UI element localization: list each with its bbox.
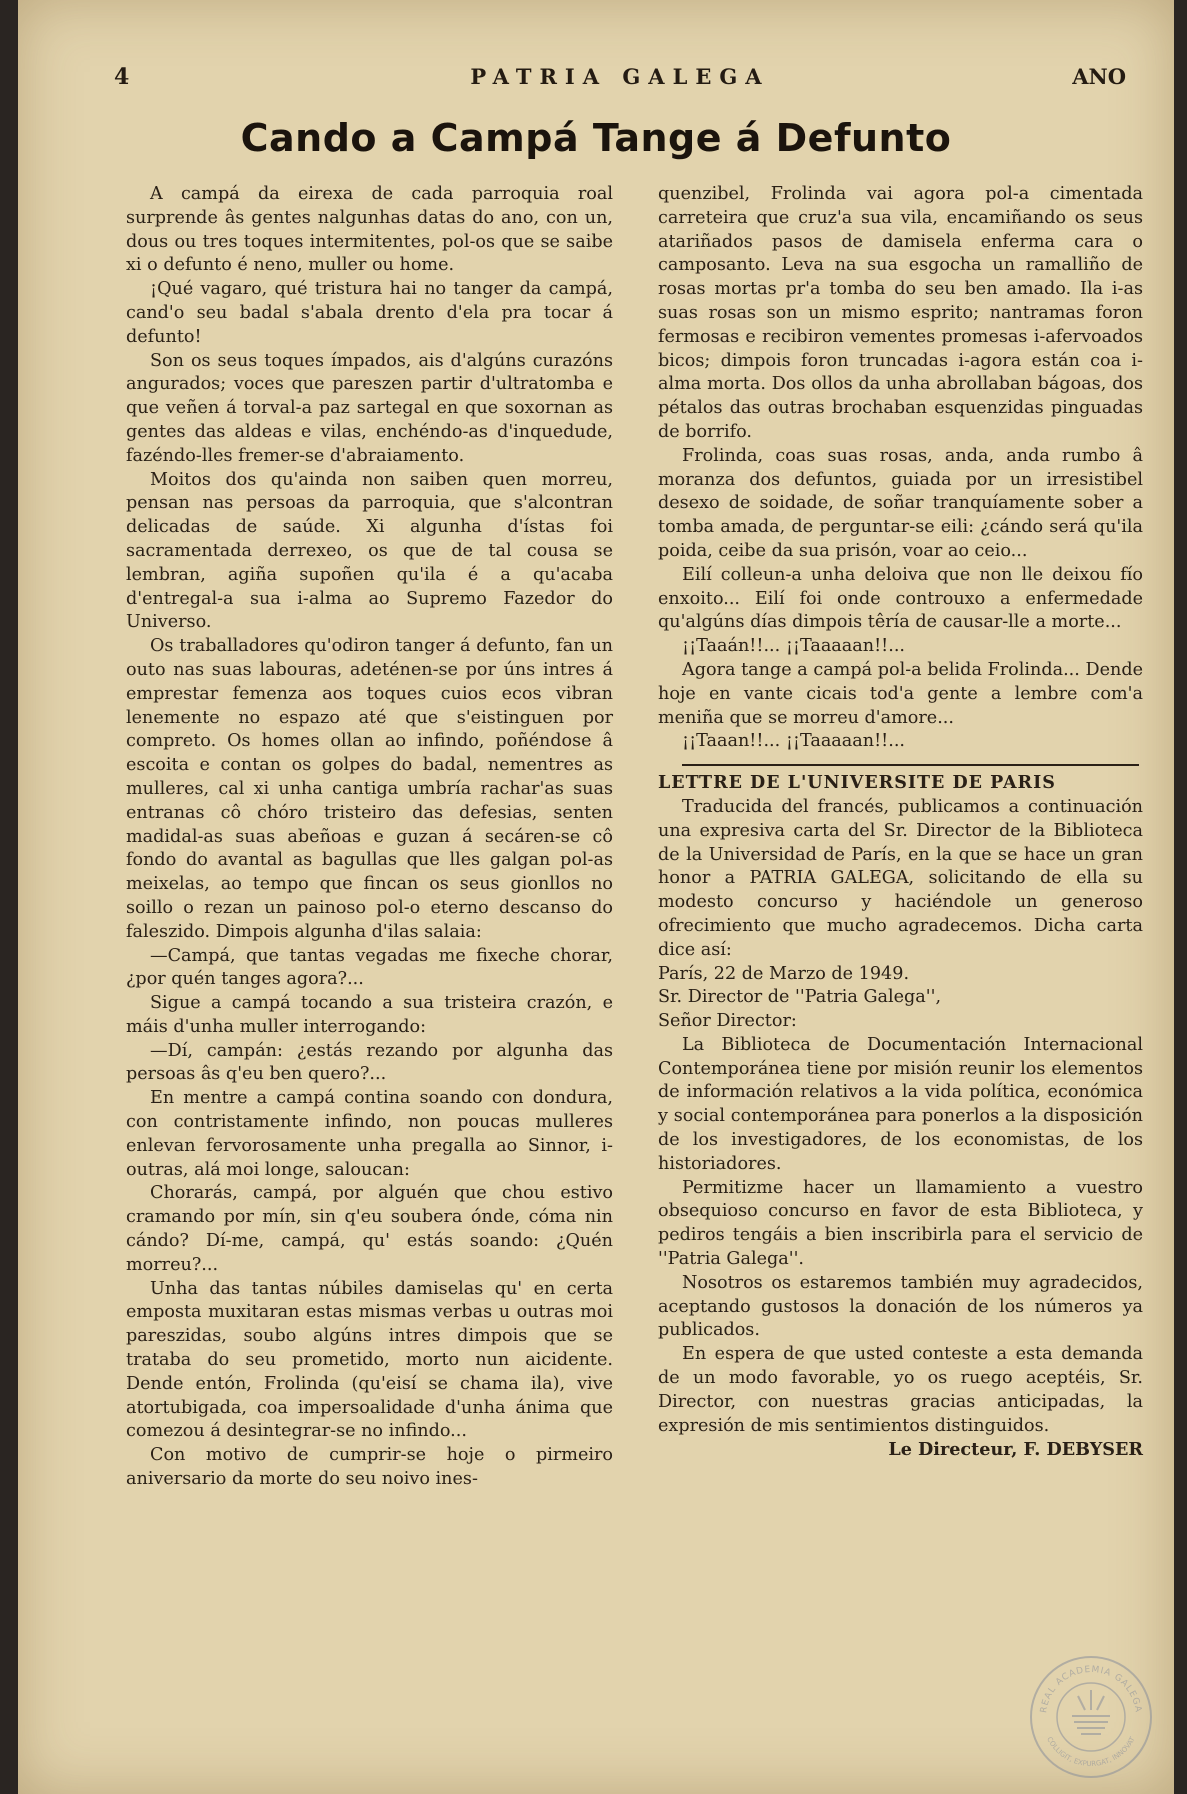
seal-top-text: REAL ACADEMIA GALEGA [1039, 1664, 1143, 1714]
paragraph: Chorarás, campá, por alguén que chou estivo cramando por mín, sin q'eu soubera ónde, cóma nin cándo? Dí-me, campá, qu' estás soando: ¿Quén morreu?... [126, 1183, 613, 1275]
paragraph: quenzibel, Frolinda vai agora pol-a cimentada carreteira que cruz'a sua vila, encamiñando os seus atariñados pasos de damisela enferma cara o camposanto. Leva na sua esgocha un ramalliño de rosas mortas pr'a tomba do seu ben amado. Ila i-as suas rosas son un mismo esprito; nantramas foron fermosas e recibiron vementes promesas i-afervoados bicos; dimpois foron truncadas i-agora están coa i-alma morta. Dos ollos da unha abrollaban bágoas, dos pétalos das outras brochaban esquenzidas pinguadas de borrifo. [658, 184, 1143, 442]
paragraph: Son os seus toques ímpados, ais d'algúns curazóns angurados; voces que pareszen partir d'ultratomba e que veñen á torval-a paz sartegal en que soxornan as gentes das aldeas e vilas, enchéndo-as d'inquedude, fazéndo-lles fremer-se d'abraiamento. [126, 350, 613, 466]
letter-paragraph: La Biblioteca de Documentación Internacional Contemporánea tiene por misión reunir los elementos de información relativos a la vida política, económica y social contemporánea para ponerlos a la disposición de los investigadores, de los economistas, de los historiadores. [658, 1034, 1143, 1174]
section-divider [682, 764, 1139, 766]
paragraph: Agora tange a campá pol-a belida Frolinda... Dende hoje en vante cicais tod'a gente a lembre com'a meniña que se morreu d'amore... [658, 659, 1143, 728]
paragraph: ¡¡Taaan!!... ¡¡Taaaaan!!... [682, 731, 906, 752]
letter-intro: Traducida del francés, publicamos a continuación una expresiva carta del Sr. Director de la Biblioteca de la Universidad de París, en la que se hace un gran honor a PATRIA GALEGA, solicitando de ella su modesto concurso y haciéndole un generoso ofrecimiento que mucho agradecemos. Dicha carta dice así: [658, 796, 1143, 960]
paragraph: Con motivo de cumprir-se hoje o pirmeiro aniversario da morte do seu noivo ines- [126, 1445, 613, 1490]
letter-addressee: Sr. Director de ''Patria Galega'', [658, 987, 942, 1008]
right-column [658, 183, 1143, 1462]
paragraph: Eilí colleun-a unha deloiva que non lle deixou fío enxoito... Eilí foi onde controuxo a enfermedade qu'algúns días dimpois têría de causar-lle a morte... [658, 564, 1143, 633]
paragraph: Os traballadores qu'odiron tanger á defunto, fan un outo nas suas labouras, adeténen-se por úns intres á emprestar femenza aos toques cuios ecos vibran lenemente no espazo até que s'eistinguen por compreto. Os homes ollan ao infindo, poñéndose â escoita e contan os golpes do badal, nementres as mulleres, cal xi unha cantiga umbría rachar'as suas entranas cô chóro tristeiro das defesias, senten madidal-as suas abeñoas e guzan á secáren-se cô fondo do avantal as bagullas que lles galgan pol-as meixelas, ao tempo que fincan os seus gionllos no soillo o rezan un painoso pol-o eterno descanso do faleszido. Dimpois algunha d'ilas salaia: [126, 636, 613, 942]
page-header [114, 64, 1126, 94]
letter-heading: LETTRE DE L'UNIVERSITE DE PARIS [658, 773, 1056, 794]
letter-date: París, 22 de Marzo de 1949. [658, 963, 910, 984]
paragraph: Sigue a campá tocando a sua tristeira crazón, e máis d'unha muller interrogando: [126, 993, 613, 1037]
year-label: ANO [1072, 64, 1126, 89]
paragraph: ¡Qué vagaro, qué tristura hai no tanger da campá, cand'o seu badal s'abala drento d'ela pra tocar á defunto! [126, 279, 613, 347]
paragraph: —Dí, campán: ¿estás rezando por algunha das persoas âs q'eu ben quero?... [126, 1040, 613, 1085]
newspaper-page [18, 0, 1174, 1794]
journal-name: PATRIA GALEGA [470, 64, 770, 89]
paragraph: Unha das tantas núbiles damiselas qu' en certa emposta muxitaran estas mismas verbas u outras moi pareszidas, soubo algúns intres dimpois que se trataba do seu prometido, morto nun aicidente. Dende entón, Frolinda (qu'eisí se chama ila), vive atortubigada, coa impersoalidade d'unha ánima que comezou á desintegrar-se no infindo... [126, 1278, 613, 1442]
paragraph: A campá da eirexa de cada parroquia roal surprende âs gentes nalgunhas datas do ano, con un, dous ou tres toques intermitentes, pol-os que se saibe xi o defunto é neno, muller ou home. [126, 184, 613, 276]
paragraph: En mentre a campá contina soando con dondura, con contristamente infindo, non poucas mulleres enlevan fervorosamente unha pregalla ao Sinnor, i-outras, alá moi longe, saloucan: [126, 1088, 613, 1180]
seal-bottom-text: COLLIGIT, EXPURGAT, INNOVAT [1045, 1735, 1137, 1769]
letter-paragraph: En espera de que usted conteste a esta demanda de un modo favorable, yo os ruego aceptéis, Sr. Director, con nuestras gracias anticipadas, la expresión de mis sentimientos distinguidos. [658, 1344, 1143, 1436]
paragraph: —Campá, que tantas vegadas me fixeche chorar, ¿por quén tanges agora?... [126, 945, 613, 990]
page-number: 4 [114, 64, 130, 90]
left-column [126, 183, 613, 1492]
paragraph: Frolinda, coas suas rosas, anda, anda rumbo â moranza dos defuntos, guiada por un irresistibel desexo de soidade, de soñar tranquíamente sober a tomba amada, de perguntar-se eili: ¿cándo será qu'ila poida, ceibe da sua prisón, voar ao ceio... [658, 445, 1143, 561]
paragraph: ¡¡Taaán!!... ¡¡Taaaaan!!... [682, 636, 906, 657]
letter-paragraph: Permitizme hacer un llamamiento a vuestro obsequioso concurso en favor de esta Biblioteca, y pediros tengáis a bien inscribirla para el servicio de ''Patria Galega''. [658, 1177, 1143, 1270]
paragraph: Moitos dos qu'ainda non saiben quen morreu, pensan nas persoas da parroquia, que s'alcontran delicadas de saúde. Xi algunha d'ístas foi sacramentada derrexeo, os que de tal cousa se lembran, agiña supoñen qu'ila é a qu'acaba d'entregal-a sua i-alma ao Supremo Fazedor do Universo. [126, 469, 613, 633]
letter-signature: Le Directeur, F. DEBYSER [888, 1439, 1143, 1461]
article-title: Cando a Campá Tange á Defunto [240, 116, 952, 160]
letter-salutation: Señor Director: [658, 1011, 797, 1032]
academy-seal-icon [1028, 1654, 1154, 1780]
letter-paragraph: Nosotros os estaremos también muy agradecidos, aceptando gustosos la donación de los números ya publicados. [658, 1272, 1143, 1341]
